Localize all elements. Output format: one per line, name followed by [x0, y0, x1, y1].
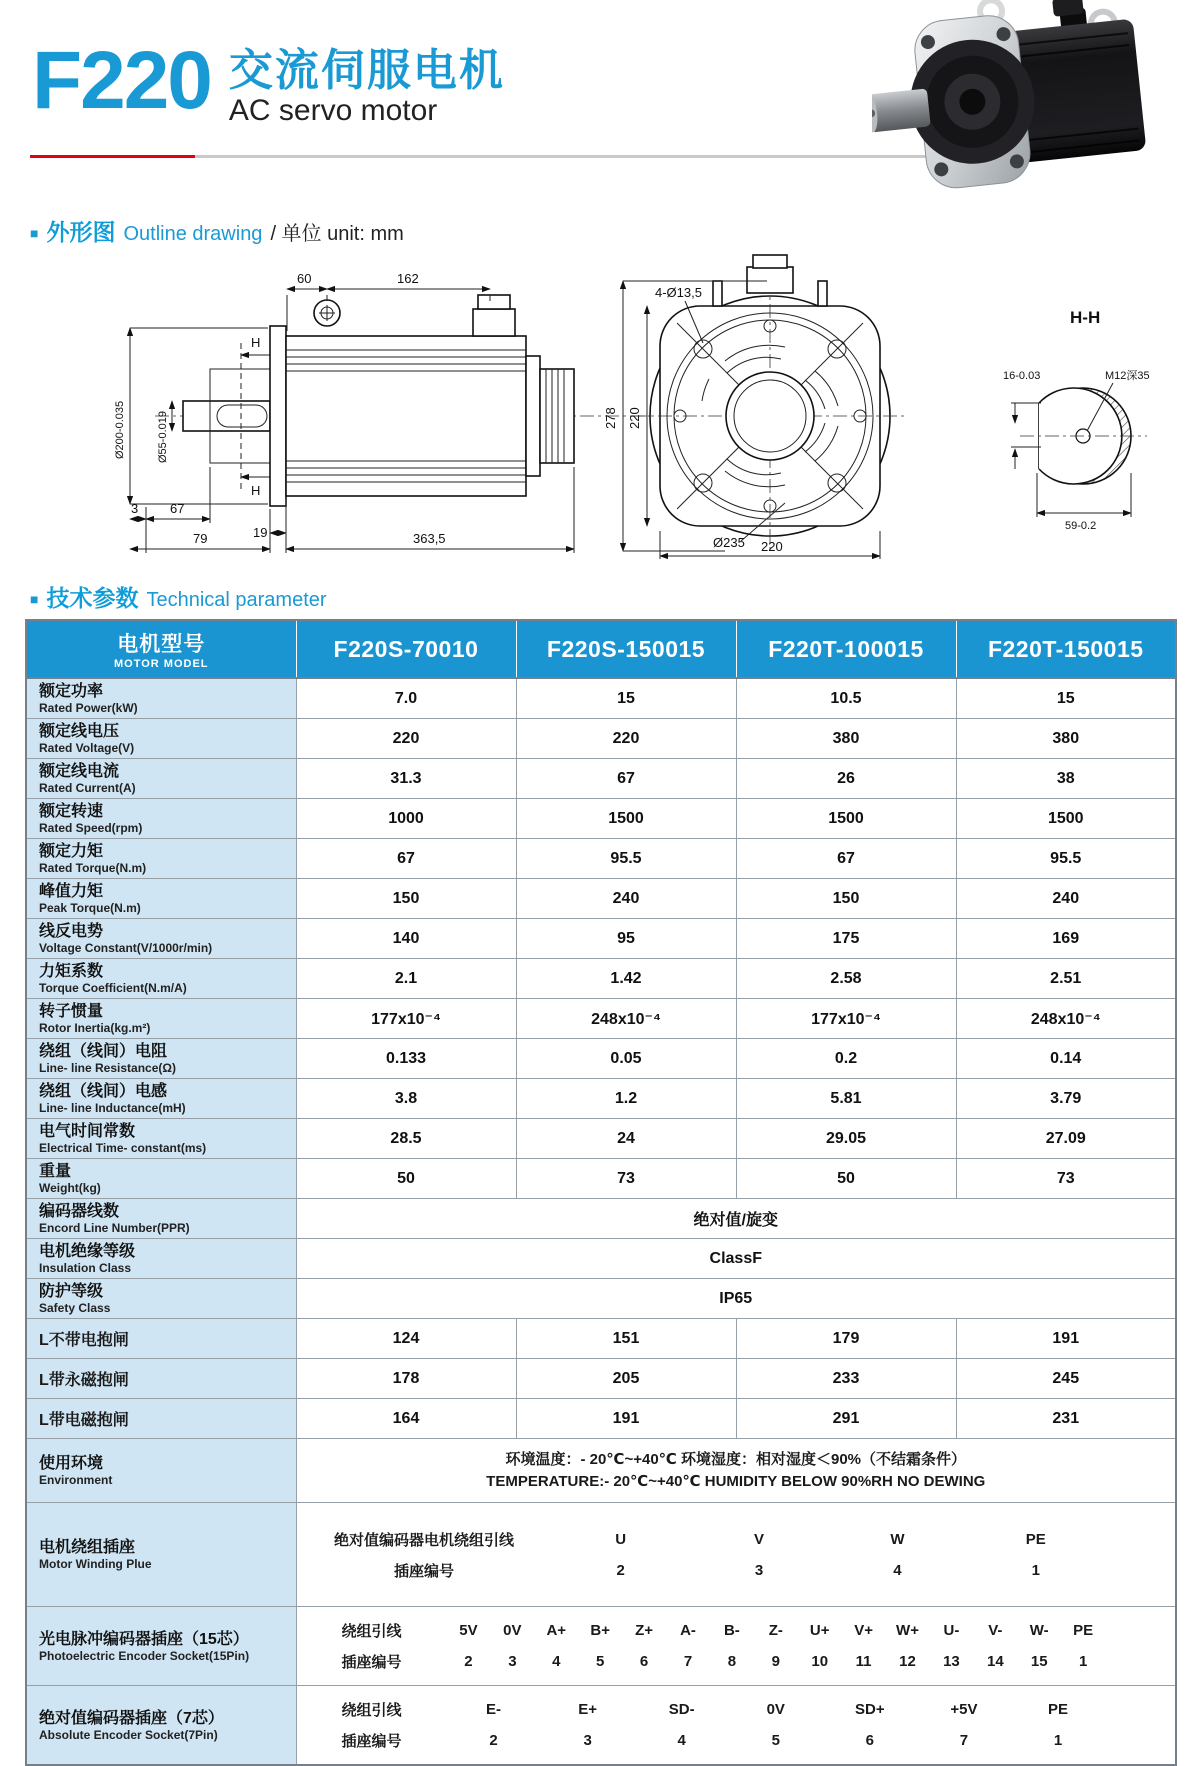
page-header	[0, 0, 1200, 200]
row-label	[26, 1279, 296, 1319]
header-divider	[30, 155, 945, 158]
row-value: 231	[956, 1399, 1176, 1439]
row-value: 240	[516, 879, 736, 919]
row-label-en: Line- line Inductance(mH)	[39, 1101, 186, 1115]
row-value: 191	[516, 1399, 736, 1439]
pin-label: SD-	[668, 1701, 695, 1718]
row-value: 0.14	[956, 1039, 1176, 1079]
dim-79: 79	[193, 531, 208, 546]
row-label-en: Peak Torque(N.m)	[39, 901, 141, 915]
winding-pinout	[296, 1503, 1176, 1607]
column-header-model-2: F220S-150015	[516, 620, 736, 678]
row-value: 1.2	[516, 1079, 736, 1119]
table-row	[26, 719, 1176, 759]
pin-label: V+	[854, 1622, 873, 1639]
table-row	[26, 799, 1176, 839]
row-value: 67	[296, 839, 516, 879]
row-value: 95.5	[956, 839, 1176, 879]
row-value: 67	[516, 759, 736, 799]
pin-number: 12	[899, 1653, 916, 1670]
motor-model-label-en: MOTOR MODEL	[113, 658, 209, 670]
row-value: 10.5	[736, 678, 956, 719]
row-value: 95	[516, 919, 736, 959]
row-value: 0.2	[736, 1039, 956, 1079]
dim-dia55: Ø55-0.019	[157, 411, 169, 463]
pin-numbers	[447, 1732, 1106, 1749]
table-row	[26, 1199, 1176, 1239]
row-value: 1000	[296, 799, 516, 839]
row-value: 24	[516, 1119, 736, 1159]
header-divider-red	[30, 155, 195, 158]
row-label-en: Environment	[39, 1473, 113, 1487]
row-value: 95.5	[516, 839, 736, 879]
row-value: 248x10⁻⁴	[956, 999, 1176, 1039]
row-label-en: Rated Voltage(V)	[39, 741, 135, 755]
hh-title: H-H	[1070, 308, 1101, 327]
row-label-en: Motor Winding Plue	[39, 1557, 152, 1571]
page-title-en: AC servo motor	[228, 94, 438, 127]
page-title-cn: 交流伺服电机	[228, 46, 505, 95]
section-bullet-icon: ■	[30, 225, 39, 241]
dim-3: 3	[131, 501, 139, 516]
row-value: 15	[956, 678, 1176, 719]
row-label-en: Voltage Constant(V/1000r/min)	[39, 941, 213, 955]
dim-59: 59-0.2	[1065, 520, 1097, 532]
row-label-en: Safety Class	[39, 1301, 111, 1315]
row-label	[26, 1239, 296, 1279]
column-header-model	[26, 620, 296, 678]
section-heading-tech	[30, 580, 1200, 613]
pin-number: 3	[583, 1732, 592, 1749]
row-label-cn: 额定线电流	[39, 763, 120, 780]
row-label-cn: 额定功率	[39, 683, 104, 700]
pin-number: 5	[771, 1732, 780, 1749]
environment-line-cn: 环境温度：- 20℃~+40℃ 环境湿度：相对湿度＜90%（不结霜条件）	[505, 1450, 967, 1468]
row-label-cn: 额定线电压	[39, 723, 120, 740]
table-row	[26, 1159, 1176, 1199]
row-value: 31.3	[296, 759, 516, 799]
row-value: 233	[736, 1359, 956, 1399]
row-label-cn: 绝对值编码器插座（7芯）	[39, 1709, 224, 1727]
pin-number: 3	[754, 1561, 764, 1579]
row-value: 140	[296, 919, 516, 959]
row-label-cn: 峰值力矩	[39, 883, 104, 900]
row-label	[26, 678, 296, 719]
pin-label: PE	[1073, 1622, 1094, 1639]
pin-label: U-	[943, 1622, 960, 1639]
row-value: 150	[736, 879, 956, 919]
pin-number: 4	[552, 1653, 561, 1670]
row-label-cn: 防护等级	[39, 1283, 104, 1300]
row-value: 179	[736, 1319, 956, 1359]
row-label	[26, 799, 296, 839]
pin-number: 14	[986, 1653, 1004, 1670]
front-view	[603, 255, 907, 559]
pin-number: 7	[683, 1653, 693, 1670]
row-value: 175	[736, 919, 956, 959]
pin-numbers	[447, 1653, 1106, 1670]
table-row-encoder-7pin	[26, 1686, 1176, 1766]
pin-number: 6	[639, 1653, 649, 1670]
row-value: 248x10⁻⁴	[516, 999, 736, 1039]
dim-4x13-5: 4-Ø13,5	[655, 285, 702, 300]
pinout-head: 插座编号	[341, 1654, 402, 1671]
pin-number: 2	[616, 1561, 625, 1579]
dim-dia200: Ø200-0.035	[114, 400, 126, 459]
pinout-head: 绕组引线	[341, 1702, 402, 1719]
pin-number: 9	[771, 1653, 780, 1670]
row-label	[26, 759, 296, 799]
motor-model-label-cn: 电机型号	[117, 633, 206, 656]
row-value: 2.51	[956, 959, 1176, 999]
pinout-head: 绝对值编码器电机绕组引线	[333, 1531, 514, 1549]
row-label	[26, 1686, 296, 1766]
tech-heading-cn: 技术参数	[46, 585, 139, 611]
row-label-cn: 光电脉冲编码器插座（15芯）	[39, 1630, 249, 1648]
row-label-cn: 转子惯量	[39, 1003, 104, 1020]
row-label-cn: 使用环境	[39, 1455, 104, 1472]
pin-number: 7	[959, 1732, 969, 1749]
table-row	[26, 1039, 1176, 1079]
table-row	[26, 678, 1176, 719]
row-value: 205	[516, 1359, 736, 1399]
row-value: 177x10⁻⁴	[736, 999, 956, 1039]
row-label: L不带电抱闸	[26, 1319, 296, 1359]
pin-label: E-	[486, 1701, 502, 1718]
pin-label: A+	[546, 1622, 567, 1639]
pin-number: 5	[596, 1653, 605, 1670]
row-label-en: Rotor Inertia(kg.m²)	[39, 1021, 151, 1035]
row-label	[26, 1039, 296, 1079]
dim-278: 278	[603, 407, 618, 429]
pin-number: 6	[865, 1732, 875, 1749]
pin-label: SD+	[855, 1701, 885, 1718]
row-value: 7.0	[296, 678, 516, 719]
pin-labels	[447, 1701, 1106, 1718]
table-row	[26, 1279, 1176, 1319]
row-label-en: Photoelectric Encoder Socket(15Pin)	[39, 1648, 250, 1663]
outline-heading-en: Outline drawing	[123, 223, 263, 245]
table-row	[26, 1119, 1176, 1159]
row-value: 2.58	[736, 959, 956, 999]
h-mark-bottom: H	[251, 483, 261, 498]
thread-label: M12深35	[1105, 370, 1150, 382]
row-value-merged: ClassF	[296, 1239, 1176, 1279]
tech-heading-en: Technical parameter	[146, 589, 327, 611]
row-value: 380	[956, 719, 1176, 759]
row-value: 15	[516, 678, 736, 719]
row-value: 178	[296, 1359, 516, 1399]
row-value: 169	[956, 919, 1176, 959]
row-value: 50	[296, 1159, 516, 1199]
table-row-encoder-15pin	[26, 1607, 1176, 1686]
row-value: 240	[956, 879, 1176, 919]
row-label-cn: 线反电势	[39, 923, 104, 940]
row-value: 150	[296, 879, 516, 919]
row-value: 1.42	[516, 959, 736, 999]
outline-heading-cn: 外形图	[46, 219, 116, 245]
row-label-en: Rated Speed(rpm)	[39, 821, 143, 835]
row-value: 73	[516, 1159, 736, 1199]
row-label	[26, 1607, 296, 1686]
pin-number: 4	[677, 1732, 686, 1749]
table-row	[26, 839, 1176, 879]
pin-label: +5V	[950, 1701, 978, 1718]
column-header-model-3: F220T-100015	[736, 620, 956, 678]
row-label	[26, 1119, 296, 1159]
row-label-cn: 额定力矩	[39, 843, 104, 860]
model-number: F220	[32, 35, 211, 126]
row-value-merged: 绝对值/旋变	[296, 1199, 1176, 1239]
pin-number: 1	[1031, 1561, 1040, 1579]
row-label	[26, 959, 296, 999]
dim-19: 19	[253, 525, 268, 540]
dim-220-vert: 220	[627, 407, 642, 429]
row-label-cn: 电气时间常数	[39, 1123, 136, 1140]
pin-label: 5V	[459, 1622, 478, 1639]
environment-line-en: TEMPERATURE:- 20℃~+40℃ HUMIDITY BELOW 90%RH NO DEWING	[486, 1472, 986, 1490]
row-value: 3.8	[296, 1079, 516, 1119]
table-row	[26, 1079, 1176, 1119]
encoder7-pinout	[296, 1686, 1176, 1766]
pin-number: 2	[489, 1732, 498, 1749]
pinout-head: 绕组引线	[341, 1623, 402, 1640]
row-label-cn: 力矩系数	[39, 963, 104, 980]
dim-363: 363,5	[413, 531, 446, 546]
row-label-cn: 电机绕组插座	[39, 1539, 136, 1556]
row-label-en: Encord Line Number(PPR)	[39, 1221, 190, 1235]
pin-label: 0V	[503, 1622, 522, 1639]
row-label-cn: 编码器线数	[39, 1203, 120, 1220]
encoder15-pinout	[296, 1607, 1176, 1686]
row-value: 3.79	[956, 1079, 1176, 1119]
pin-label: B-	[723, 1622, 740, 1639]
pin-number: 1	[1053, 1732, 1063, 1749]
row-value: 245	[956, 1359, 1176, 1399]
row-label	[26, 1199, 296, 1239]
table-row	[26, 759, 1176, 799]
row-label	[26, 999, 296, 1039]
row-label-en: Absolute Encoder Socket(7Pin)	[39, 1727, 218, 1742]
pin-number: 15	[1030, 1653, 1048, 1670]
pin-label: E+	[578, 1701, 597, 1718]
row-value: 124	[296, 1319, 516, 1359]
row-label	[26, 879, 296, 919]
pin-label: PE	[1048, 1701, 1069, 1718]
row-value-merged: IP65	[296, 1279, 1176, 1319]
row-value: 2.1	[296, 959, 516, 999]
table-row	[26, 1239, 1176, 1279]
pin-number: 1	[1078, 1653, 1088, 1670]
table-row	[26, 879, 1176, 919]
row-value: 220	[296, 719, 516, 759]
dim-162: 162	[397, 271, 419, 286]
row-value: 5.81	[736, 1079, 956, 1119]
pin-number: 2	[464, 1653, 473, 1670]
pin-labels	[552, 1531, 1106, 1548]
row-label-en: Line- line Resistance(Ω)	[39, 1061, 176, 1075]
pinout-head: 插座编号	[341, 1733, 402, 1750]
pin-labels	[447, 1622, 1106, 1639]
pin-number: 13	[943, 1653, 960, 1670]
pinout-head: 插座编号	[393, 1562, 454, 1580]
dim-220-horiz: 220	[761, 539, 783, 554]
pin-label: 0V	[766, 1701, 785, 1718]
pin-label: U+	[809, 1622, 830, 1639]
row-value: 164	[296, 1399, 516, 1439]
row-label-cn: 电机绝缘等级	[39, 1243, 136, 1260]
table-header-row	[26, 620, 1176, 678]
row-label	[26, 839, 296, 879]
row-label: L带电磁抱闸	[26, 1399, 296, 1439]
row-label	[26, 1079, 296, 1119]
pin-label: Z+	[635, 1622, 654, 1639]
row-label-en: Rated Torque(N.m)	[39, 861, 147, 875]
row-label	[26, 1503, 296, 1607]
outline-drawing	[25, 251, 1200, 566]
pin-label: W	[890, 1530, 905, 1548]
section-bullet-icon: ■	[30, 591, 39, 607]
pin-numbers	[552, 1562, 1106, 1579]
dim-60: 60	[297, 271, 312, 286]
dim-dia235: Ø235	[713, 535, 745, 550]
row-value: 29.05	[736, 1119, 956, 1159]
pin-number: 3	[508, 1653, 517, 1670]
row-value: 73	[956, 1159, 1176, 1199]
column-header-model-1: F220S-70010	[296, 620, 516, 678]
row-value: 50	[736, 1159, 956, 1199]
table-row	[26, 1399, 1176, 1439]
product-photo	[872, 0, 1182, 190]
row-label: L带永磁抱闸	[26, 1359, 296, 1399]
pin-label: PE	[1025, 1530, 1046, 1548]
pin-label: A-	[680, 1622, 696, 1639]
row-label-en: Rated Current(A)	[39, 781, 136, 795]
table-row	[26, 1359, 1176, 1399]
motor-illustration	[872, 0, 1148, 190]
row-label	[26, 919, 296, 959]
row-label-en: Weight(kg)	[39, 1181, 101, 1195]
parameters-table	[25, 619, 1177, 1766]
environment-value	[296, 1439, 1176, 1503]
row-value: 220	[516, 719, 736, 759]
row-value: 38	[956, 759, 1176, 799]
section-view-hh	[1003, 308, 1150, 532]
row-value: 380	[736, 719, 956, 759]
row-value: 151	[516, 1319, 736, 1359]
pin-number: 4	[893, 1561, 902, 1579]
side-view	[114, 271, 665, 553]
row-value: 67	[736, 839, 956, 879]
table-row-environment	[26, 1439, 1176, 1503]
h-mark-top: H	[251, 335, 261, 350]
title-block	[32, 35, 505, 128]
section-heading-outline	[30, 214, 1200, 247]
outline-unit-label: / 单位 unit: mm	[270, 223, 404, 245]
table-row	[26, 919, 1176, 959]
dim-16: 16-0.03	[1003, 370, 1041, 382]
row-value: 0.05	[516, 1039, 736, 1079]
pin-number: 10	[811, 1653, 829, 1670]
row-value: 177x10⁻⁴	[296, 999, 516, 1039]
pin-number: 11	[855, 1653, 872, 1670]
row-label-cn: 绕组（线间）电感	[39, 1083, 168, 1100]
row-value: 291	[736, 1399, 956, 1439]
pin-label: W+	[896, 1622, 919, 1639]
row-value: 1500	[516, 799, 736, 839]
row-label-en: Electrical Time- constant(ms)	[39, 1141, 207, 1155]
row-value: 26	[736, 759, 956, 799]
row-value: 28.5	[296, 1119, 516, 1159]
table-row	[26, 1319, 1176, 1359]
row-value: 1500	[956, 799, 1176, 839]
table-row	[26, 959, 1176, 999]
dim-67: 67	[170, 501, 185, 516]
row-value: 1500	[736, 799, 956, 839]
row-label	[26, 719, 296, 759]
pin-label: W-	[1029, 1622, 1049, 1639]
row-value: 0.133	[296, 1039, 516, 1079]
row-label-cn: 绕组（线间）电阻	[39, 1043, 168, 1060]
row-label-en: Insulation Class	[39, 1261, 132, 1275]
row-value: 191	[956, 1319, 1176, 1359]
row-value: 27.09	[956, 1119, 1176, 1159]
table-row	[26, 999, 1176, 1039]
row-label-cn: 重量	[39, 1163, 72, 1180]
pin-label: U	[615, 1530, 627, 1548]
row-label-en: Torque Coefficient(N.m/A)	[39, 981, 187, 995]
row-label-cn: 额定转速	[39, 803, 104, 820]
row-label	[26, 1159, 296, 1199]
row-label-en: Rated Power(kW)	[39, 701, 138, 715]
pin-label: B+	[590, 1622, 610, 1639]
pin-label: V-	[988, 1622, 1003, 1639]
table-row-winding-plug	[26, 1503, 1176, 1607]
row-label	[26, 1439, 296, 1503]
pin-label: V	[754, 1530, 765, 1548]
column-header-model-4: F220T-150015	[956, 620, 1176, 678]
pin-label: Z-	[768, 1622, 783, 1639]
pin-number: 8	[727, 1653, 737, 1670]
